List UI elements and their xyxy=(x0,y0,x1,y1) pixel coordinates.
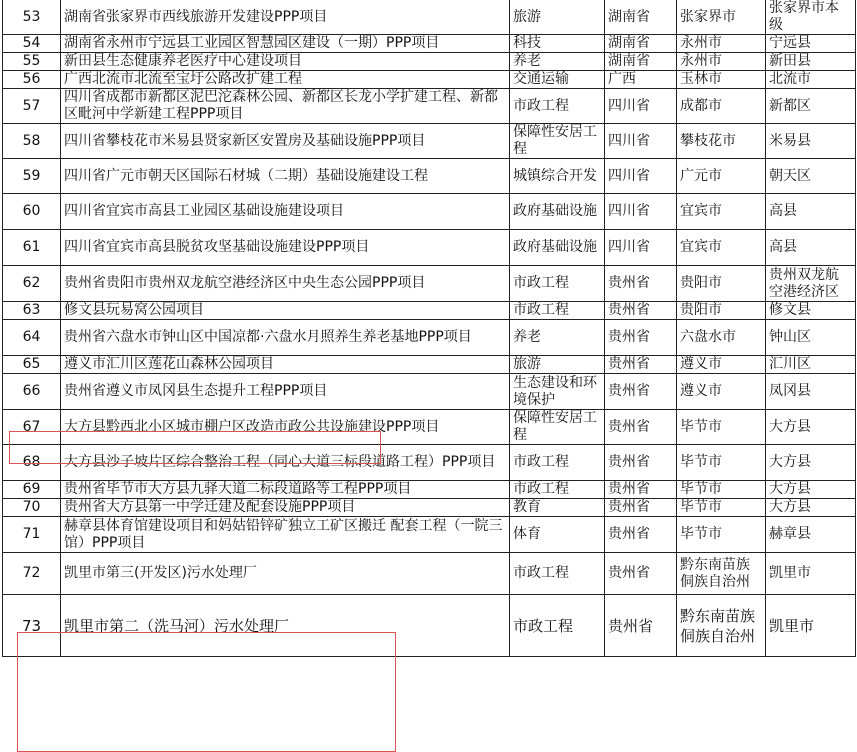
city-cell: 攀枝花市 xyxy=(677,124,766,159)
county-cell: 朝天区 xyxy=(766,159,856,194)
province-cell: 贵州省 xyxy=(605,356,677,374)
row-number-cell: 73 xyxy=(3,595,61,657)
province-cell: 四川省 xyxy=(605,230,677,266)
table-row xyxy=(3,410,856,445)
province-cell: 湖南省 xyxy=(605,0,677,35)
category-cell: 旅游 xyxy=(510,356,605,374)
row-number-cell: 68 xyxy=(3,445,61,481)
row-number-cell: 69 xyxy=(3,481,61,499)
county-cell: 新田县 xyxy=(766,53,856,71)
category-cell: 养老 xyxy=(510,320,605,356)
category-cell: 保障性安居工程 xyxy=(510,124,605,159)
project-name-cell: 贵州省六盘水市钟山区中国凉都·六盘水月照养生养老基地PPP项目 xyxy=(61,320,510,356)
province-cell: 四川省 xyxy=(605,194,677,230)
project-name-cell: 凯里市第二（洗马河）污水处理厂 xyxy=(61,595,510,657)
row-number-cell: 71 xyxy=(3,517,61,553)
category-cell: 科技 xyxy=(510,35,605,53)
province-cell: 贵州省 xyxy=(605,481,677,499)
city-cell: 毕节市 xyxy=(677,410,766,445)
county-cell: 贵州双龙航空港经济区 xyxy=(766,266,856,302)
project-name-cell: 湖南省永州市宁远县工业园区智慧园区建设（一期）PPP项目 xyxy=(61,35,510,53)
county-cell: 赫章县 xyxy=(766,517,856,553)
province-cell: 贵州省 xyxy=(605,499,677,517)
table-row xyxy=(3,230,856,266)
city-cell: 永州市 xyxy=(677,35,766,53)
county-cell: 北流市 xyxy=(766,71,856,89)
project-name-cell: 新田县生态健康养老医疗中心建设项目 xyxy=(61,53,510,71)
city-cell: 广元市 xyxy=(677,159,766,194)
row-number-cell: 62 xyxy=(3,266,61,302)
project-name-cell: 贵州省大方县第一中学迁建及配套设施PPP项目 xyxy=(61,499,510,517)
city-cell: 六盘水市 xyxy=(677,320,766,356)
county-cell: 高县 xyxy=(766,194,856,230)
province-cell: 广西 xyxy=(605,71,677,89)
table-row xyxy=(3,89,856,124)
province-cell: 贵州省 xyxy=(605,553,677,595)
city-cell: 毕节市 xyxy=(677,517,766,553)
county-cell: 修文县 xyxy=(766,302,856,320)
table-row xyxy=(3,53,856,71)
table-row xyxy=(3,124,856,159)
row-number-cell: 59 xyxy=(3,159,61,194)
row-number-cell: 55 xyxy=(3,53,61,71)
city-cell: 黔东南苗族侗族自治州 xyxy=(677,553,766,595)
province-cell: 湖南省 xyxy=(605,53,677,71)
county-cell: 大方县 xyxy=(766,445,856,481)
project-name-cell: 广西北流市北流至宝圩公路改扩建工程 xyxy=(61,71,510,89)
city-cell: 毕节市 xyxy=(677,445,766,481)
category-cell: 交通运输 xyxy=(510,71,605,89)
province-cell: 湖南省 xyxy=(605,35,677,53)
category-cell: 市政工程 xyxy=(510,266,605,302)
city-cell: 张家界市 xyxy=(677,0,766,35)
province-cell: 贵州省 xyxy=(605,320,677,356)
project-name-cell: 四川省宜宾市高县工业园区基础设施建设项目 xyxy=(61,194,510,230)
county-cell: 高县 xyxy=(766,230,856,266)
province-cell: 贵州省 xyxy=(605,517,677,553)
row-number-cell: 70 xyxy=(3,499,61,517)
project-name-cell: 贵州省贵阳市贵州双龙航空港经济区中央生态公园PPP项目 xyxy=(61,266,510,302)
county-cell: 凯里市 xyxy=(766,553,856,595)
row-number-cell: 56 xyxy=(3,71,61,89)
row-number-cell: 57 xyxy=(3,89,61,124)
row-number-cell: 63 xyxy=(3,302,61,320)
table-body xyxy=(3,0,856,657)
province-cell: 四川省 xyxy=(605,159,677,194)
table-row xyxy=(3,356,856,374)
project-name-cell: 大方县黔西北小区城市棚户区改造市政公共设施建设PPP项目 xyxy=(61,410,510,445)
city-cell: 成都市 xyxy=(677,89,766,124)
city-cell: 永州市 xyxy=(677,53,766,71)
table-row xyxy=(3,0,856,35)
province-cell: 贵州省 xyxy=(605,302,677,320)
province-cell: 贵州省 xyxy=(605,266,677,302)
project-name-cell: 凯里市第三(开发区)污水处理厂 xyxy=(61,553,510,595)
category-cell: 市政工程 xyxy=(510,445,605,481)
table-row xyxy=(3,266,856,302)
category-cell: 市政工程 xyxy=(510,89,605,124)
county-cell: 大方县 xyxy=(766,410,856,445)
city-cell: 贵阳市 xyxy=(677,302,766,320)
category-cell: 养老 xyxy=(510,53,605,71)
city-cell: 玉林市 xyxy=(677,71,766,89)
row-number-cell: 60 xyxy=(3,194,61,230)
project-name-cell: 四川省成都市新都区泥巴沱森林公园、新都区长龙小学扩建工程、新都区毗河中学新建工程PPP项目 xyxy=(61,89,510,124)
province-cell: 四川省 xyxy=(605,124,677,159)
category-cell: 生态建设和环境保护 xyxy=(510,374,605,410)
province-cell: 四川省 xyxy=(605,89,677,124)
table-row xyxy=(3,302,856,320)
table-row xyxy=(3,499,856,517)
project-name-cell: 修文县玩易窝公园项目 xyxy=(61,302,510,320)
table-row xyxy=(3,517,856,553)
row-number-cell: 67 xyxy=(3,410,61,445)
county-cell: 大方县 xyxy=(766,481,856,499)
province-cell: 贵州省 xyxy=(605,445,677,481)
category-cell: 政府基础设施 xyxy=(510,194,605,230)
row-number-cell: 54 xyxy=(3,35,61,53)
category-cell: 体育 xyxy=(510,517,605,553)
project-table xyxy=(2,0,855,657)
county-cell: 宁远县 xyxy=(766,35,856,53)
county-cell: 凯里市 xyxy=(766,595,856,657)
category-cell: 市政工程 xyxy=(510,553,605,595)
project-name-cell: 大方县沙子坡片区综合整治工程（同心大道三标段道路工程）PPP项目 xyxy=(61,445,510,481)
category-cell: 市政工程 xyxy=(510,595,605,657)
table-row xyxy=(3,71,856,89)
project-name-cell: 四川省宜宾市高县脱贫攻坚基础设施建设PPP项目 xyxy=(61,230,510,266)
project-name-cell: 四川省广元市朝天区国际石材城（二期）基础设施建设工程 xyxy=(61,159,510,194)
city-cell: 贵阳市 xyxy=(677,266,766,302)
table-row xyxy=(3,194,856,230)
category-cell: 保障性安居工程 xyxy=(510,410,605,445)
project-name-cell: 贵州省毕节市大方县九驿大道二标段道路等工程PPP项目 xyxy=(61,481,510,499)
project-name-cell: 赫章县体育馆建设项目和妈姑铅锌矿独立工矿区搬迁 配套工程（一院三馆）PPP项目 xyxy=(61,517,510,553)
project-name-cell: 四川省攀枝花市米易县贤家新区安置房及基础设施PPP项目 xyxy=(61,124,510,159)
row-number-cell: 72 xyxy=(3,553,61,595)
category-cell: 教育 xyxy=(510,499,605,517)
row-number-cell: 65 xyxy=(3,356,61,374)
project-name-cell: 湖南省张家界市西线旅游开发建设PPP项目 xyxy=(61,0,510,35)
table-row xyxy=(3,374,856,410)
table-row xyxy=(3,481,856,499)
table-row xyxy=(3,320,856,356)
county-cell: 张家界市本级 xyxy=(766,0,856,35)
project-name-cell: 遵义市汇川区莲花山森林公园项目 xyxy=(61,356,510,374)
county-cell: 凤冈县 xyxy=(766,374,856,410)
county-cell: 汇川区 xyxy=(766,356,856,374)
table-row xyxy=(3,35,856,53)
province-cell: 贵州省 xyxy=(605,595,677,657)
table-row xyxy=(3,595,856,657)
county-cell: 钟山区 xyxy=(766,320,856,356)
category-cell: 城镇综合开发 xyxy=(510,159,605,194)
city-cell: 毕节市 xyxy=(677,499,766,517)
county-cell: 大方县 xyxy=(766,499,856,517)
row-number-cell: 53 xyxy=(3,0,61,35)
county-cell: 新都区 xyxy=(766,89,856,124)
county-cell: 米易县 xyxy=(766,124,856,159)
city-cell: 毕节市 xyxy=(677,481,766,499)
province-cell: 贵州省 xyxy=(605,410,677,445)
province-cell: 贵州省 xyxy=(605,374,677,410)
category-cell: 市政工程 xyxy=(510,302,605,320)
city-cell: 宜宾市 xyxy=(677,230,766,266)
table-row xyxy=(3,553,856,595)
row-number-cell: 66 xyxy=(3,374,61,410)
row-number-cell: 61 xyxy=(3,230,61,266)
table-row xyxy=(3,445,856,481)
category-cell: 市政工程 xyxy=(510,481,605,499)
row-number-cell: 58 xyxy=(3,124,61,159)
city-cell: 宜宾市 xyxy=(677,194,766,230)
category-cell: 政府基础设施 xyxy=(510,230,605,266)
project-name-cell: 贵州省遵义市凤冈县生态提升工程PPP项目 xyxy=(61,374,510,410)
table-row xyxy=(3,159,856,194)
city-cell: 黔东南苗族侗族自治州 xyxy=(677,595,766,657)
city-cell: 遵义市 xyxy=(677,356,766,374)
category-cell: 旅游 xyxy=(510,0,605,35)
city-cell: 遵义市 xyxy=(677,374,766,410)
row-number-cell: 64 xyxy=(3,320,61,356)
